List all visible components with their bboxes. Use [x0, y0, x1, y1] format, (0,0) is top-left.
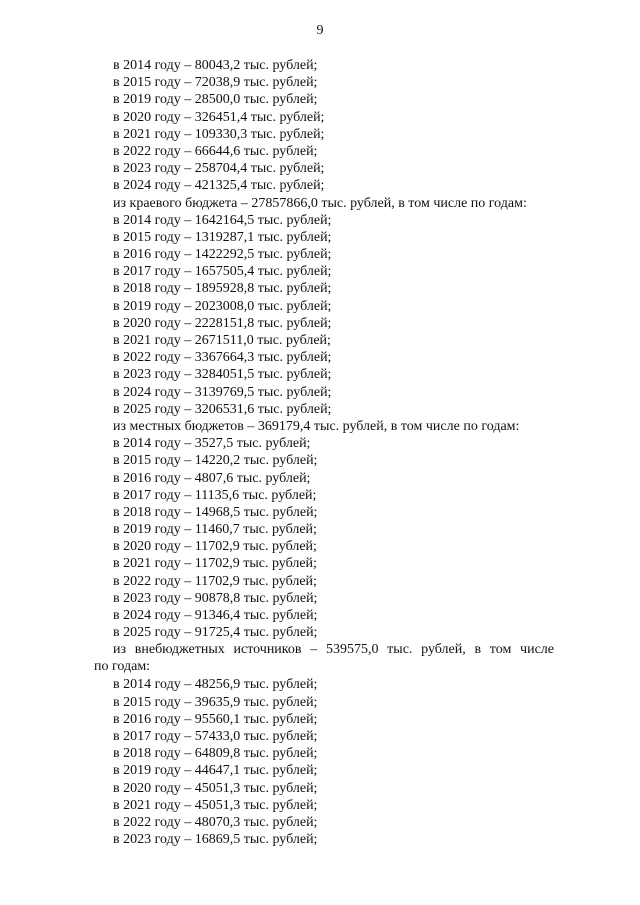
- text-line: в 2024 году – 91346,4 тыс. рублей;: [113, 608, 318, 623]
- text-line: в 2016 году – 1422292,5 тыс. рублей;: [113, 247, 332, 263]
- text-line: в 2018 году – 64809,8 тыс. рублей;: [113, 746, 318, 762]
- text-line: в 2022 году – 11702,9 тыс. рублей;: [113, 573, 317, 589]
- text-line: в 2018 году – 14968,5 тыс. рублей;: [113, 504, 318, 520]
- text-line: в 2023 году – 258704,4 тыс. рублей;: [113, 161, 325, 177]
- text-line: в 2023 году – 90878,8 тыс. рублей;: [113, 590, 318, 606]
- text-line: в 2020 году – 326451,4 тыс. рублей;: [113, 109, 325, 125]
- text-line: в 2019 году – 2023008,0 тыс. рублей;: [113, 298, 332, 314]
- text-line: в 2019 году – 11460,7 тыс. рублей;: [113, 522, 317, 538]
- text-line: в 2016 году – 95560,1 тыс. рублей;: [113, 711, 318, 727]
- text-line: в 2019 году – 44647,1 тыс. рублей;: [113, 763, 318, 779]
- text-line: в 2018 году – 1895928,8 тыс. рублей;: [113, 281, 332, 297]
- text-line: в 2023 году – 3284051,5 тыс. рублей;: [113, 367, 332, 383]
- text-line: в 2021 году – 109330,3 тыс. рублей;: [113, 126, 325, 142]
- document-body: [113, 57, 573, 641]
- text-line: в 2017 году – 57433,0 тыс. рублей;: [113, 728, 318, 744]
- section-heading-line: из внебюджетных источников – 539575,0 тыс. рублей, в том числе: [113, 642, 554, 657]
- text-line: в 2017 году – 11135,6 тыс. рублей;: [113, 487, 317, 503]
- text-line: в 2025 году – 3206531,6 тыс. рублей;: [113, 401, 332, 417]
- text-line: в 2020 году – 2228151,8 тыс. рублей;: [113, 315, 332, 331]
- text-line: в 2017 году – 1657505,4 тыс. рублей;: [113, 264, 332, 280]
- section-heading-line: из местных бюджетов – 369179,4 тыс. рублей, в том числе по годам:: [113, 418, 520, 434]
- section-heading-line: из краевого бюджета – 27857866,0 тыс. рублей, в том числе по годам:: [113, 195, 527, 211]
- text-line: в 2021 году – 11702,9 тыс. рублей;: [113, 556, 317, 572]
- text-line: в 2022 году – 3367664,3 тыс. рублей;: [113, 350, 332, 366]
- text-line: в 2022 году – 66644,6 тыс. рублей;: [113, 143, 318, 159]
- text-line: в 2021 году – 45051,3 тыс. рублей;: [113, 797, 318, 813]
- text-line: в 2015 году – 14220,2 тыс. рублей;: [113, 453, 318, 469]
- text-line: по годам:: [94, 659, 151, 675]
- text-line: в 2015 году – 1319287,1 тыс. рублей;: [113, 229, 332, 245]
- page-number: 9: [316, 23, 324, 38]
- text-line: в 2014 году – 1642164,5 тыс. рублей;: [113, 212, 332, 228]
- text-line: в 2014 году – 48256,9 тыс. рублей;: [113, 677, 318, 693]
- text-line: в 2024 году – 421325,4 тыс. рублей;: [113, 178, 325, 194]
- text-line: в 2015 году – 72038,9 тыс. рублей;: [113, 75, 318, 91]
- extrabudget-years: [113, 676, 573, 848]
- extrabudget-paragraph: [94, 641, 573, 675]
- text-line: в 2024 году – 3139769,5 тыс. рублей;: [113, 384, 332, 400]
- text-line: в 2020 году – 45051,3 тыс. рублей;: [113, 780, 318, 796]
- text-line: в 2016 году – 4807,6 тыс. рублей;: [113, 470, 311, 486]
- text-line: в 2023 году – 16869,5 тыс. рублей;: [113, 832, 318, 848]
- text-line: в 2015 году – 39635,9 тыс. рублей;: [113, 694, 318, 710]
- text-line: в 2021 году – 2671511,0 тыс. рублей;: [113, 333, 331, 348]
- text-line: в 2019 году – 28500,0 тыс. рублей;: [113, 92, 318, 108]
- text-line: в 2022 году – 48070,3 тыс. рублей;: [113, 814, 318, 830]
- text-line: в 2014 году – 3527,5 тыс. рублей;: [113, 436, 311, 452]
- text-line: в 2025 году – 91725,4 тыс. рублей;: [113, 625, 318, 641]
- text-line: в 2020 году – 11702,9 тыс. рублей;: [113, 539, 317, 555]
- text-line: в 2014 году – 80043,2 тыс. рублей;: [113, 58, 318, 73]
